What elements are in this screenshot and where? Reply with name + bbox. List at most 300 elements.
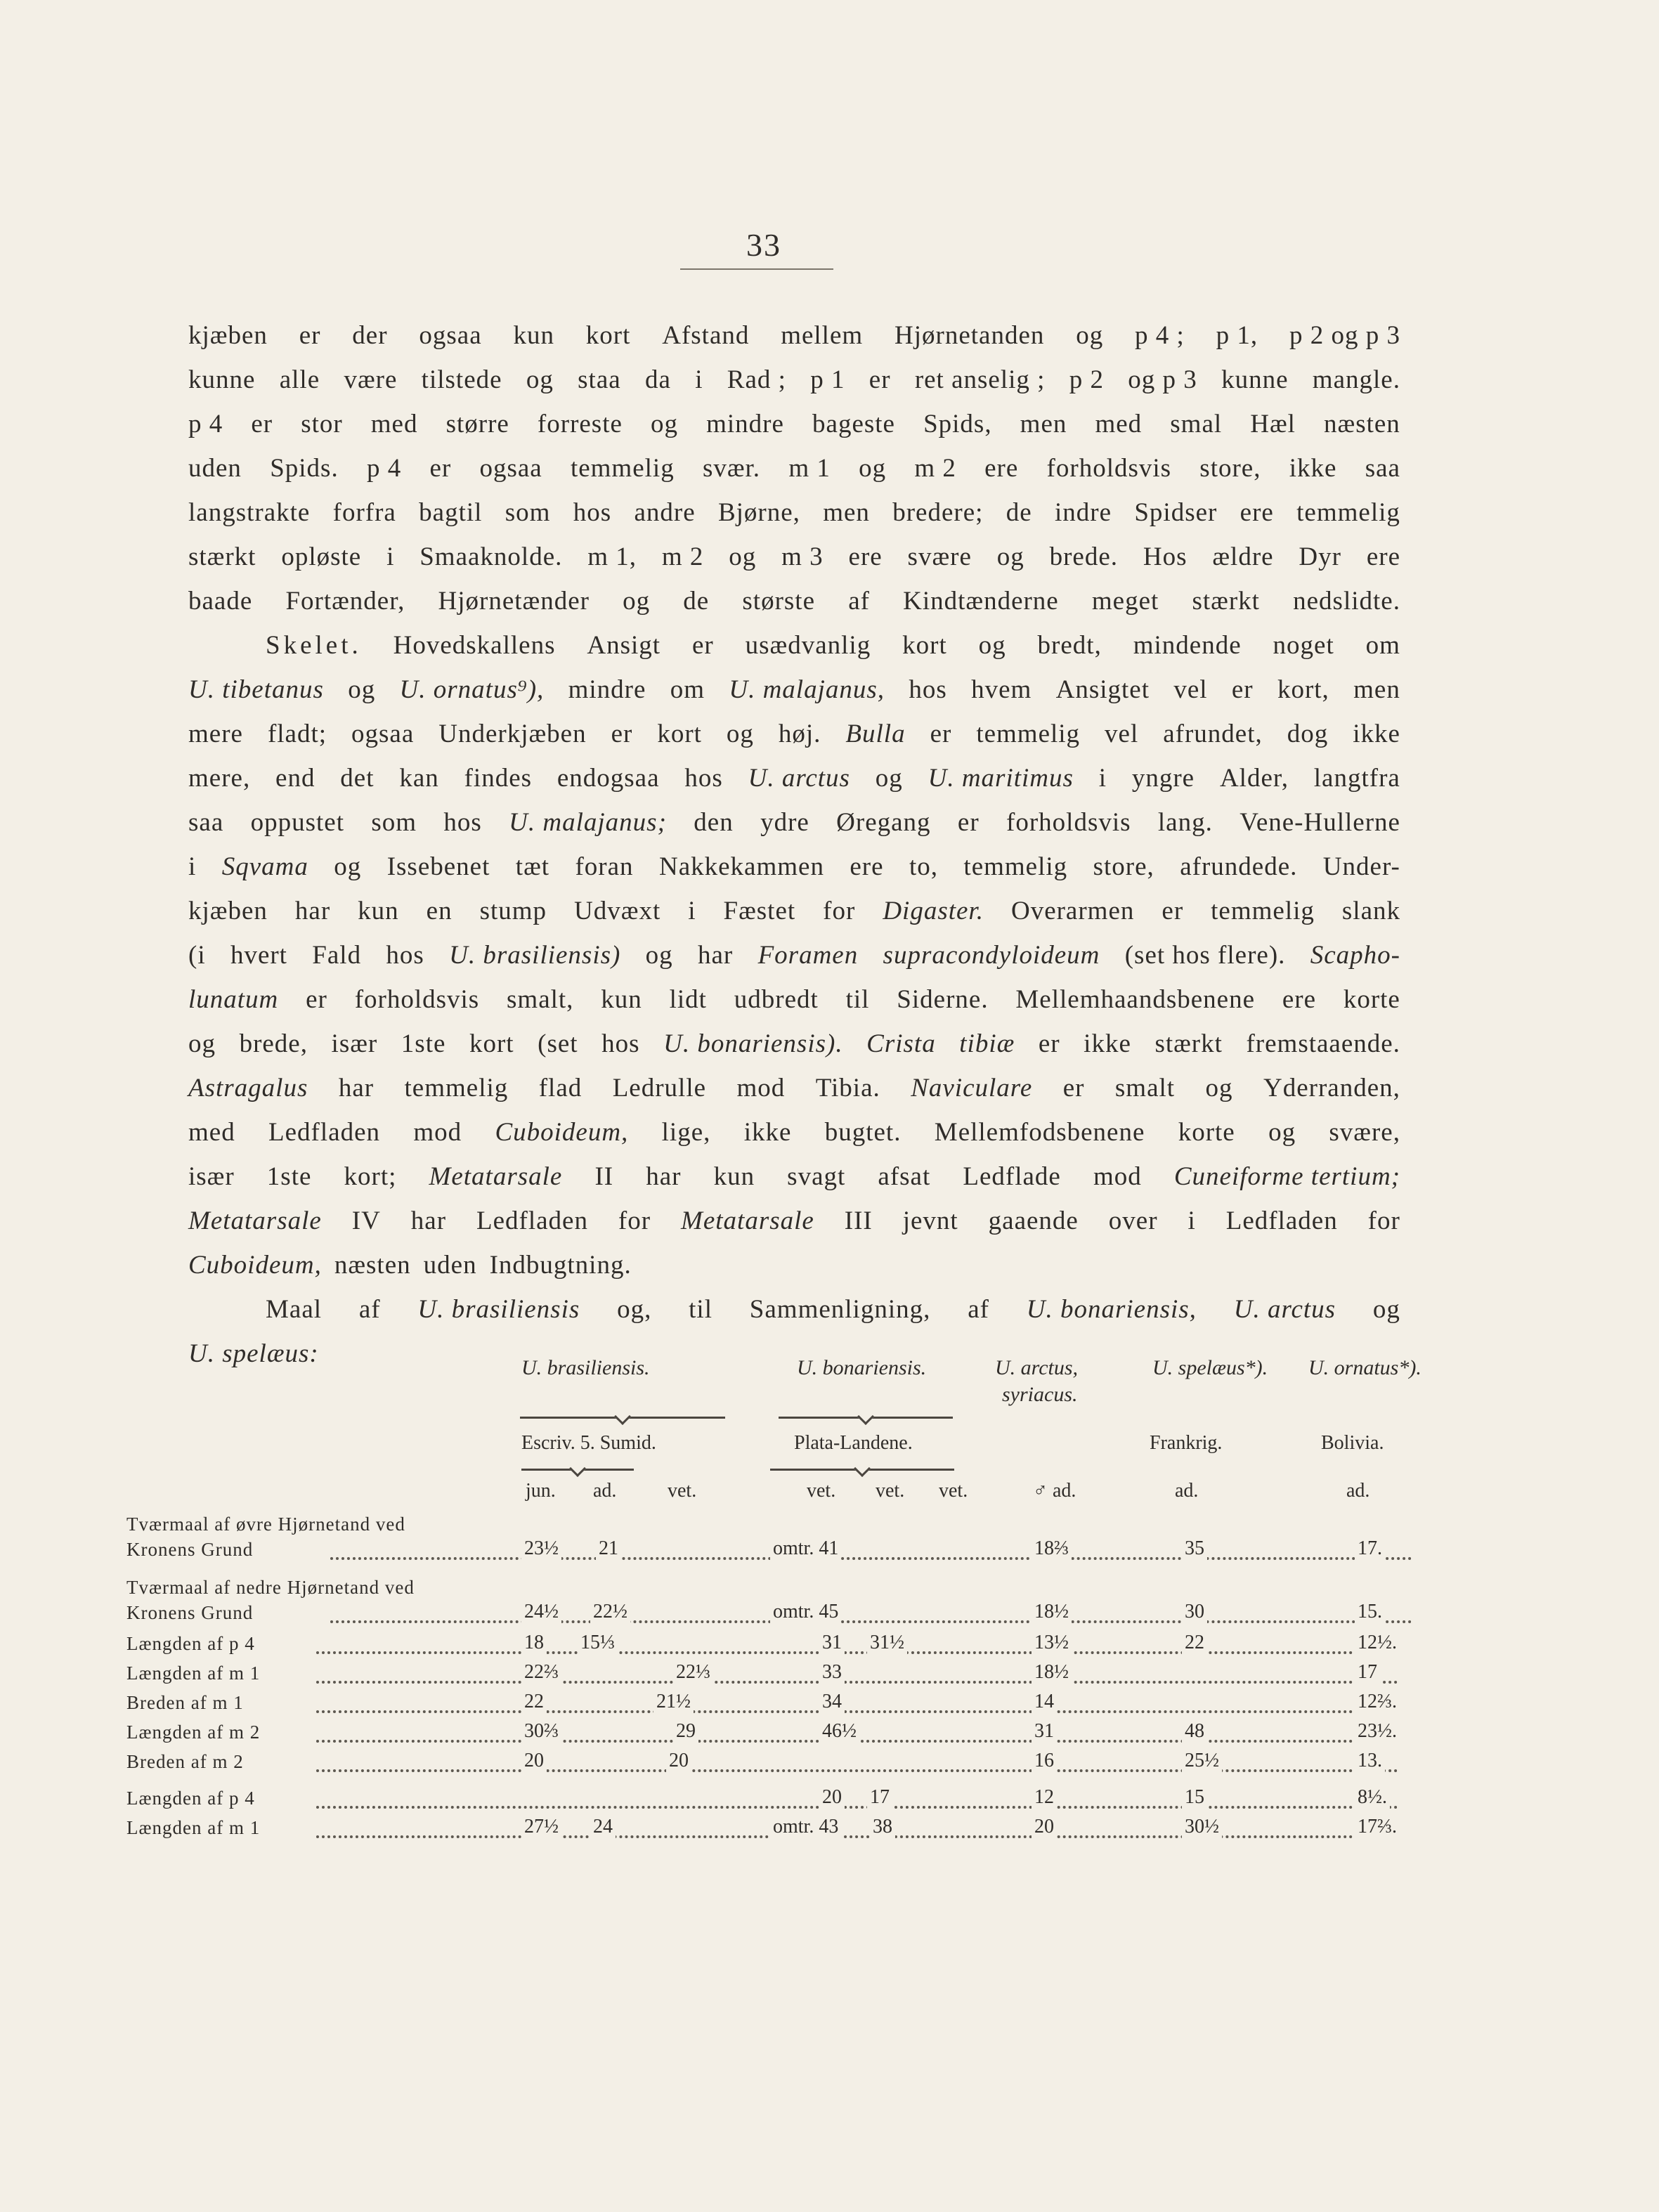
word: smalt: [1114, 1074, 1176, 1102]
word: Under-: [1322, 852, 1400, 881]
word: er: [868, 365, 891, 394]
word: foran: [575, 852, 634, 881]
table-cell: 17⅔.: [1355, 1816, 1400, 1838]
word: uden: [188, 454, 242, 483]
word: største: [742, 587, 816, 616]
word: tilstede: [421, 365, 502, 394]
word: mod: [413, 1118, 462, 1147]
word: i: [188, 852, 197, 881]
word: flad: [538, 1074, 583, 1102]
word: gaaende: [988, 1206, 1079, 1235]
word: Dyr: [1299, 542, 1341, 571]
word: Fæstet: [723, 897, 796, 925]
word: hvem: [971, 675, 1032, 704]
text-line: [188, 1243, 1400, 1287]
word: Nakkekammen: [658, 852, 824, 881]
word: Ledfladen: [1225, 1206, 1338, 1235]
age-ad-ornatus: ad.: [1346, 1480, 1370, 1502]
word: stærkt: [1154, 1029, 1223, 1058]
word: tæt: [515, 852, 550, 881]
word: og: [726, 720, 754, 748]
table-cell: 30: [1182, 1601, 1207, 1623]
word: bageste: [812, 410, 895, 438]
word: mellem: [781, 321, 864, 350]
text-line: [188, 712, 1400, 756]
word: yngre: [1131, 764, 1195, 793]
row-label: Tværmaal af nedre Hjørnetand ved: [126, 1577, 415, 1598]
word: dog: [1287, 720, 1329, 748]
word: og p 3: [1128, 365, 1197, 394]
table-cell: 24½: [521, 1601, 561, 1623]
word: store,: [1199, 454, 1261, 483]
table-cell: 30⅔: [521, 1720, 561, 1743]
age-jun: jun.: [526, 1480, 556, 1502]
table-cell: 46½: [819, 1720, 859, 1743]
word: hos: [684, 764, 723, 793]
header-u-arctus: U. arctus,: [995, 1356, 1079, 1379]
word: og: [978, 631, 1006, 660]
word: slank: [1341, 897, 1400, 925]
word: ere: [1366, 542, 1400, 571]
word: uden: [423, 1251, 477, 1280]
word: i: [695, 365, 703, 394]
word: saa: [1365, 454, 1400, 483]
word: Metatarsale: [429, 1162, 563, 1191]
word: har: [294, 897, 331, 925]
word: en: [426, 897, 453, 925]
table-cell: 23½: [521, 1537, 561, 1560]
word: og: [996, 542, 1024, 571]
word: Indbugtning.: [489, 1251, 632, 1280]
word: Hjørnetænder: [438, 587, 590, 616]
table-cell: 23½.: [1355, 1720, 1400, 1743]
dot-leader: [316, 1650, 1398, 1654]
word: svære,: [1329, 1118, 1400, 1147]
table-cell: 16: [1032, 1750, 1057, 1772]
word: lidt: [669, 985, 707, 1014]
word: og: [623, 587, 651, 616]
word: Cuboideum,: [188, 1251, 322, 1280]
word: Issebenet: [386, 852, 490, 881]
word: Hæl: [1250, 410, 1296, 438]
word: den: [694, 808, 734, 837]
word: ere: [848, 542, 883, 571]
text-line: [188, 358, 1400, 402]
word: Digaster.: [883, 897, 984, 925]
word: Ledfladen: [268, 1118, 381, 1147]
word: og: [1268, 1118, 1296, 1147]
word: tibiæ: [959, 1029, 1015, 1058]
word: er: [611, 720, 633, 748]
word: stærkt: [188, 542, 256, 571]
word: og: [1076, 321, 1104, 350]
text-line: [188, 535, 1400, 579]
word: Sammenligning,: [749, 1295, 931, 1324]
text-line: [188, 845, 1400, 889]
table-cell: 22: [1182, 1632, 1207, 1654]
word: U. spelæus:: [188, 1339, 319, 1368]
word: to,: [909, 852, 938, 881]
word: Siderne.: [897, 985, 989, 1014]
header-u-spelaeus: U. spelæus*).: [1152, 1356, 1268, 1379]
table-cell: 25½: [1182, 1750, 1222, 1772]
word: saa: [188, 808, 224, 837]
word: kort: [902, 631, 947, 660]
table-cell: omtr. 43: [770, 1816, 841, 1838]
word: store,: [1093, 852, 1154, 881]
word: U. maritimus: [928, 764, 1074, 793]
row-label: Længden af m 1: [126, 1817, 261, 1838]
word: afrundet,: [1163, 720, 1263, 748]
word: Crista: [866, 1029, 936, 1058]
word: Cuneiforme tertium;: [1173, 1162, 1400, 1191]
word: og: [188, 1029, 216, 1058]
dot-leader: [316, 1679, 1398, 1684]
table-cell: 31½: [867, 1632, 907, 1654]
word: ikke: [1084, 1029, 1131, 1058]
brace-bonariensis: [779, 1417, 953, 1429]
word: Sqvama: [221, 852, 308, 881]
text-line: [188, 579, 1400, 623]
word: Spids,: [923, 410, 992, 438]
text-line: [188, 490, 1400, 535]
table-cell: 20: [819, 1786, 845, 1809]
word: af: [358, 1295, 381, 1324]
word: Metatarsale: [681, 1206, 814, 1235]
word: ældre: [1212, 542, 1274, 571]
age-vet-1: vet.: [668, 1480, 697, 1502]
word: kun: [358, 897, 399, 925]
word: er: [251, 410, 273, 438]
word: og: [651, 410, 679, 438]
table-cell: 27½: [521, 1816, 561, 1838]
word: kunne: [188, 365, 256, 394]
word: udbredt: [734, 985, 819, 1014]
table-cell: 35: [1182, 1537, 1207, 1560]
word: har: [697, 941, 734, 970]
text-line: [188, 1066, 1400, 1110]
word: ogsaa: [419, 321, 482, 350]
word: Vene-Hullerne: [1240, 808, 1400, 837]
text-line: [188, 889, 1400, 933]
word: over: [1108, 1206, 1158, 1235]
word: forfra: [332, 498, 396, 527]
word: mere: [188, 720, 243, 748]
table-cell: 20: [521, 1750, 547, 1772]
word: stump: [479, 897, 547, 925]
word: kort;: [344, 1162, 397, 1191]
word: som: [505, 498, 551, 527]
word: end: [275, 764, 315, 793]
word: U. bonariensis).: [663, 1029, 843, 1058]
word: for: [618, 1206, 651, 1235]
word: og: [334, 852, 362, 881]
text-line: [188, 1022, 1400, 1066]
word: ikke: [743, 1118, 792, 1147]
header-syriacus: syriacus.: [1002, 1383, 1078, 1406]
table-cell: 17: [867, 1786, 892, 1809]
age-vet-4: vet.: [939, 1480, 968, 1502]
word: Ledrulle: [612, 1074, 707, 1102]
locality-bolivia: Bolivia.: [1321, 1432, 1384, 1454]
table-cell: 21: [596, 1537, 621, 1560]
word: er: [692, 631, 714, 660]
word: er: [299, 321, 321, 350]
word: og: [1372, 1295, 1400, 1324]
word: ere: [984, 454, 1019, 483]
word: p 1,: [1216, 321, 1258, 350]
word: stor: [301, 410, 343, 438]
word: har: [646, 1162, 682, 1191]
table-cell: 12⅔.: [1355, 1691, 1400, 1713]
word: men: [823, 498, 870, 527]
locality-escriv: Escriv. 5. Sumid.: [521, 1432, 656, 1454]
dot-leader: [330, 1556, 1412, 1560]
word: Astragalus: [188, 1074, 308, 1102]
word: og: [875, 764, 903, 793]
word: med: [1095, 410, 1143, 438]
word: temmelig: [963, 852, 1068, 881]
word: større: [445, 410, 509, 438]
word: temmelig: [1211, 897, 1315, 925]
word: Fortænder,: [285, 587, 405, 616]
word: mindre: [706, 410, 784, 438]
word: ikke: [1289, 454, 1337, 483]
word: bagtil: [419, 498, 483, 527]
word: men: [1020, 410, 1067, 438]
word: findes: [464, 764, 533, 793]
table-cell: 22: [521, 1691, 547, 1713]
text-line: [188, 402, 1400, 446]
word: Spids.: [270, 454, 339, 483]
word: forreste: [537, 410, 623, 438]
word: kun: [601, 985, 642, 1014]
dot-leader: [316, 1804, 1398, 1809]
table-cell: 13.: [1355, 1750, 1385, 1772]
measurement-table: [0, 1342, 1659, 1876]
word: opløste: [281, 542, 362, 571]
table-cell: omtr. 45: [770, 1601, 841, 1623]
word: mindre: [568, 675, 646, 704]
word: Udvæxt: [574, 897, 661, 925]
table-cell: 31: [819, 1632, 845, 1654]
table-cell: 20: [666, 1750, 691, 1772]
brace-brasiliensis: [520, 1417, 725, 1429]
page-number: 33: [746, 227, 781, 263]
word: de: [683, 587, 710, 616]
word: m 2: [914, 454, 956, 483]
word: af: [848, 587, 870, 616]
row-label: Længden af m 2: [126, 1722, 261, 1743]
word: er: [306, 985, 327, 1014]
word: Hjørnetanden: [894, 321, 1045, 350]
table-cell: 17.: [1355, 1537, 1385, 1560]
word: p 4: [366, 454, 402, 483]
word: supracondyloideum: [883, 941, 1100, 970]
dot-leader: [330, 1619, 1412, 1623]
word: Smaaknolde.: [419, 542, 563, 571]
word: vel: [1173, 675, 1208, 704]
word: er: [429, 454, 452, 483]
word: i: [1098, 764, 1107, 793]
word: temmelig: [976, 720, 1081, 748]
word: kort: [657, 720, 702, 748]
table-cell: 15: [1182, 1786, 1207, 1809]
text-line: [188, 446, 1400, 490]
word: ikke: [1353, 720, 1400, 748]
word: Foramen: [757, 941, 859, 970]
table-cell: 21½: [653, 1691, 694, 1713]
text-line: [188, 668, 1400, 712]
word: hos: [443, 808, 482, 837]
word: er: [1162, 897, 1184, 925]
word: Hos: [1143, 542, 1188, 571]
row-label: Længden af p 4: [126, 1633, 255, 1654]
word: 1ste: [401, 1029, 446, 1058]
text-line: [188, 313, 1400, 358]
word: Tibia.: [815, 1074, 880, 1102]
word: og: [645, 941, 673, 970]
text-line: [188, 1154, 1400, 1199]
word: ere: [1240, 498, 1274, 527]
word: alle: [279, 365, 320, 394]
word: m 1: [788, 454, 831, 483]
word: Ledflade: [963, 1162, 1061, 1191]
word: være: [344, 365, 398, 394]
word: langstrakte: [188, 498, 311, 527]
word: især: [331, 1029, 378, 1058]
word: p 1: [810, 365, 845, 394]
word: om: [1365, 631, 1400, 660]
word: med: [188, 1118, 235, 1147]
word: kjæben: [188, 897, 268, 925]
word: korte: [1343, 985, 1400, 1014]
table-cell: 33: [819, 1661, 845, 1684]
table-cell: 22⅓: [673, 1661, 713, 1684]
word: Naviculare: [911, 1074, 1033, 1102]
word: det: [340, 764, 375, 793]
table-cell: 8½.: [1355, 1786, 1390, 1809]
word: Mellemfodsbenene: [934, 1118, 1145, 1147]
table-cell: 38: [870, 1816, 895, 1838]
word: og,: [617, 1295, 652, 1324]
dot-leader: [316, 1768, 1398, 1772]
word: og: [729, 542, 757, 571]
word: lang.: [1157, 808, 1213, 837]
word: ogsaa: [351, 720, 415, 748]
word: smal: [1170, 410, 1223, 438]
word: bredt,: [1037, 631, 1102, 660]
word: m 2: [661, 542, 704, 571]
word: IV: [351, 1206, 381, 1235]
word: der: [352, 321, 388, 350]
table-cell: 12½.: [1355, 1632, 1400, 1654]
word: men: [1353, 675, 1400, 704]
word: afrundede.: [1180, 852, 1298, 881]
header-u-bonariensis: U. bonariensis.: [797, 1356, 927, 1379]
word: U. malajanus,: [729, 675, 885, 704]
row-label: Breden af m 2: [126, 1751, 244, 1772]
word: og: [859, 454, 887, 483]
word: er: [1231, 675, 1254, 704]
table-cell: 15⅓: [578, 1632, 618, 1654]
word: især: [188, 1162, 235, 1191]
word: fremstaaende.: [1246, 1029, 1400, 1058]
word: Underkjæben: [438, 720, 587, 748]
text-line: [188, 1287, 1400, 1332]
word: næsten: [1324, 410, 1400, 438]
word: hvert: [230, 941, 287, 970]
word: Cuboideum,: [495, 1118, 629, 1147]
word: Scapho-: [1310, 941, 1400, 970]
word: U. arctus: [748, 764, 850, 793]
word: endogsaa: [557, 764, 660, 793]
word: kun: [713, 1162, 755, 1191]
word: høj.: [778, 720, 821, 748]
word: Ansigt: [587, 631, 661, 660]
word: Mellemhaandsbenene: [1015, 985, 1255, 1014]
word: kjæben: [188, 321, 268, 350]
word: Bulla: [845, 720, 906, 748]
word: brede.: [1049, 542, 1119, 571]
word: Overarmen: [1010, 897, 1135, 925]
word: svære: [907, 542, 972, 571]
dot-leader: [316, 1834, 1398, 1838]
word: Rad ;: [727, 365, 786, 394]
table-cell: 30½: [1182, 1816, 1222, 1838]
table-cell: 20: [1032, 1816, 1057, 1838]
word: og: [348, 675, 376, 704]
word: Alder,: [1219, 764, 1289, 793]
word: Afstand: [662, 321, 750, 350]
word: m 1,: [587, 542, 637, 571]
word: ere: [1282, 985, 1316, 1014]
word: om: [670, 675, 705, 704]
row-label: Breden af m 1: [126, 1692, 244, 1713]
table-cell: omtr. 41: [770, 1537, 841, 1560]
word: Maal: [266, 1295, 323, 1324]
word: (set: [538, 1029, 578, 1058]
table-cell: 18⅔: [1032, 1537, 1072, 1560]
word: stærkt: [1192, 587, 1260, 616]
table-cell: 22⅔: [521, 1661, 561, 1684]
text-line: [188, 977, 1400, 1022]
table-cell: 18: [521, 1632, 547, 1654]
word: svær.: [702, 454, 761, 483]
table-cell: 12: [1032, 1786, 1057, 1809]
table-cell: 29: [673, 1720, 698, 1743]
brace-vet: [770, 1469, 954, 1481]
word: indre: [1055, 498, 1112, 527]
word: Bjørne,: [717, 498, 800, 527]
word: 1ste: [266, 1162, 312, 1191]
word: mere,: [188, 764, 251, 793]
age-vet-2: vet.: [807, 1480, 836, 1502]
table-cell: 17: [1355, 1661, 1380, 1684]
table-cell: 13½: [1032, 1632, 1072, 1654]
word: p 2 og p 3: [1289, 321, 1400, 350]
word: hos: [909, 675, 947, 704]
table-cell: 31: [1032, 1720, 1057, 1743]
word: forholdsvis: [1006, 808, 1131, 837]
word: ogsaa: [479, 454, 542, 483]
word: mangle.: [1312, 365, 1400, 394]
word: temmelig: [1296, 498, 1400, 527]
row-label: Tværmaal af øvre Hjørnetand ved: [126, 1514, 405, 1535]
word: bredere;: [892, 498, 984, 527]
word: usædvanlig: [745, 631, 871, 660]
word: kan: [399, 764, 439, 793]
